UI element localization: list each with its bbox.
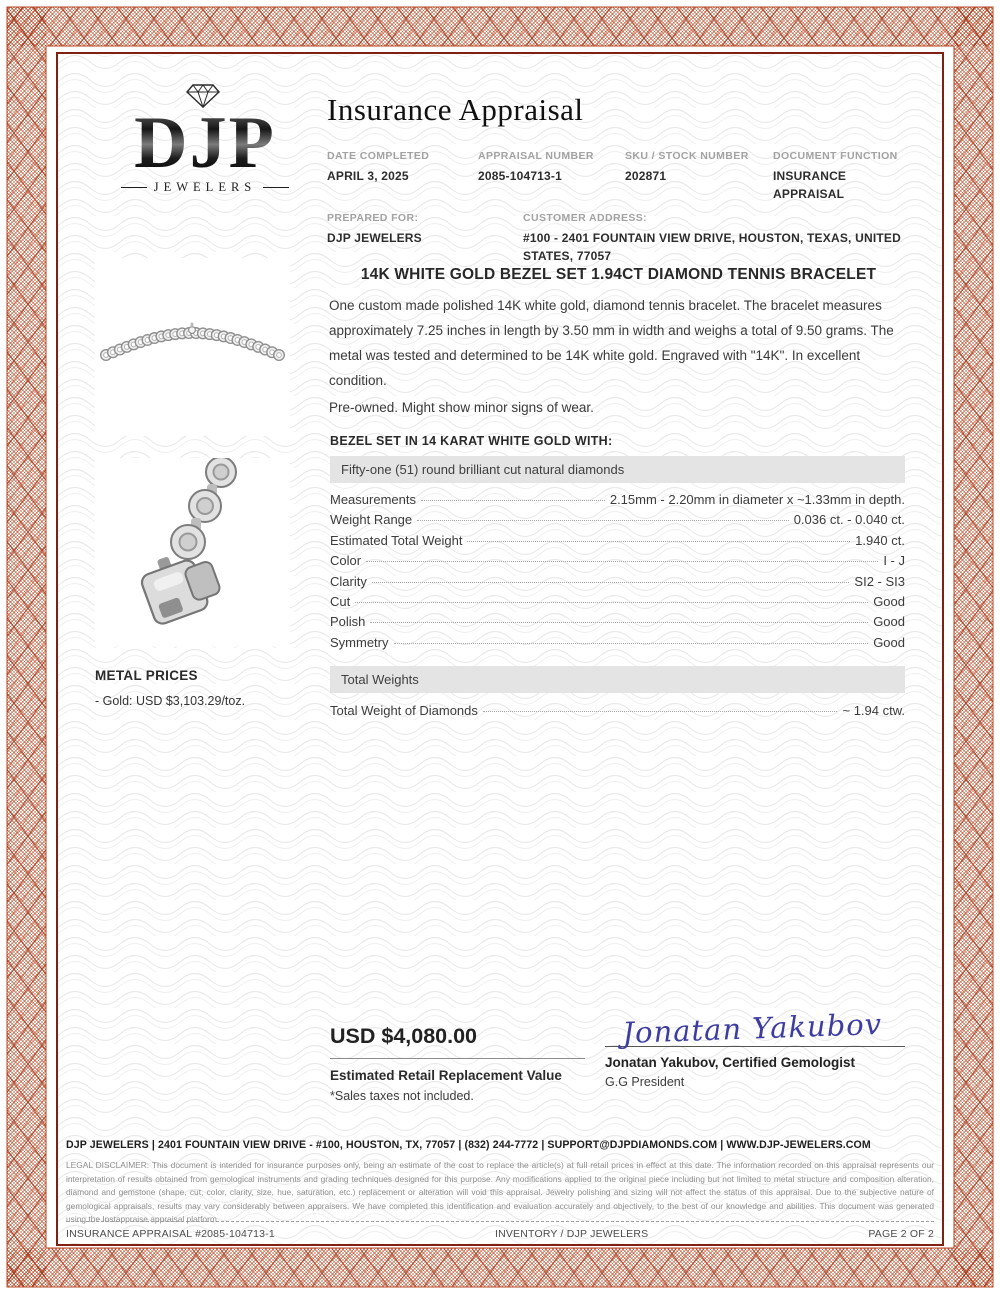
footer-status-bar: [66, 1221, 934, 1240]
spec-row-estimated-total-weight: [330, 533, 905, 548]
spec-label: Weight Range: [330, 512, 413, 528]
stones-section-heading: BEZEL SET IN 14 KARAT WHITE GOLD WITH:: [330, 434, 613, 448]
spec-label: Measurements: [330, 492, 416, 507]
brand-subtitle-text: JEWELERS: [153, 180, 257, 195]
spec-label: Symmetry: [330, 634, 389, 650]
clasp-detail-photo: [95, 458, 290, 646]
footer-contact-line: DJP JEWELERS | 2401 FOUNTAIN VIEW DRIVE - #100, HOUSTON, TX, 77057 | (832) 244-7772 | SUPPORT@DJPDIAMONDS.COM | WWW.DJP-JEWELERS.COM: [66, 1139, 871, 1151]
signatory-name: Jonatan Yakubov, Certified Gemologist: [605, 1055, 856, 1070]
appraised-value: USD $4,080.00: [330, 1024, 478, 1048]
dotted-leader: [417, 520, 789, 521]
brand-name: DJP: [96, 108, 314, 178]
metal-price-gold: - Gold: USD $3,103.29/toz.: [95, 694, 246, 708]
valuation-divider: [330, 1058, 585, 1059]
meta-field-sku: [625, 150, 773, 203]
spec-row-measurements: [330, 492, 905, 507]
valuation-note: *Sales taxes not included.: [330, 1089, 474, 1103]
spec-label: Cut: [330, 593, 351, 609]
footer: [66, 1139, 934, 1227]
spec-row-symmetry: [330, 635, 905, 650]
dotted-leader: [483, 711, 838, 712]
brand-logo: [96, 84, 314, 195]
spec-value: Good: [873, 593, 905, 609]
meta-field-date: [327, 150, 478, 203]
signature-script: Jonatan Yakubov: [621, 1006, 883, 1050]
metal-prices-section: [95, 668, 320, 708]
meta-label: APPRAISAL NUMBER: [478, 150, 594, 162]
bracelet-photo: [95, 258, 290, 436]
spec-label: Polish: [330, 614, 366, 630]
footer-page-number: PAGE 2 OF 2: [868, 1228, 934, 1240]
dotted-leader: [370, 622, 868, 623]
right-dash: [263, 187, 289, 188]
signature-block: [605, 1006, 905, 1089]
meta-label: SKU / STOCK NUMBER: [625, 150, 749, 162]
meta-label: DOCUMENT FUNCTION: [773, 150, 898, 162]
footer-doc-ref: INSURANCE APPRAISAL #2085-104713-1: [66, 1228, 275, 1240]
dotted-leader: [394, 643, 869, 644]
dotted-leader: [366, 561, 878, 562]
spec-value: 2.15mm - 2.20mm in diameter x ~1.33mm in depth.: [609, 492, 905, 507]
prepared-for-label: PREPARED FOR:: [327, 212, 419, 224]
spec-value: SI2 - SI3: [854, 573, 905, 589]
spec-value: I - J: [883, 553, 905, 569]
total-weight-value: ~ 1.94 ctw.: [842, 703, 905, 718]
valuation-label: Estimated Retail Replacement Value: [330, 1068, 562, 1083]
total-weight-label: Total Weight of Diamonds: [330, 703, 478, 718]
meta-value: INSURANCE APPRAISAL: [773, 169, 847, 201]
customer-address-label: CUSTOMER ADDRESS:: [523, 212, 648, 224]
clasp-illustration: [95, 458, 290, 646]
spec-row-polish: [330, 614, 905, 629]
document-title: Insurance Appraisal: [327, 92, 584, 127]
spec-label: Color: [330, 553, 362, 569]
left-dash: [121, 187, 147, 188]
legal-disclaimer: LEGAL DISCLAIMER: This document is intended for insurance purposes only, being an estimate of the cost to replace the article(s) at full retail prices in effect at this date. The information recorded on this appraisal represents our interpretation of results obtained from gemological instruments and grading techniques designed for this purpose. Any modifications applied to the original piece including but not limited to metal structure and composition alteration, diamond and gemstone (shape, cut, color, clarity, size, hue, saturation, etc.) replacement or alteration will void this appraisal. Jewelry polishing and sizing will not affect the status of this appraisal. Due to the subjective nature of gemological appraisals, results may vary considerably between appraisers. We have completed this identification and evaluation accurately and objectively, to the best of our knowledge and abilities. This document was generated using the Instappraise appraisal platform.: [66, 1160, 934, 1225]
spec-label: Clarity: [330, 573, 367, 589]
meta-field-function: [773, 150, 917, 203]
total-weights-bar: Total Weights: [330, 666, 905, 693]
spec-row-weight-range: [330, 512, 905, 527]
total-weights-table: [330, 703, 905, 723]
footer-inventory: INVENTORY / DJP JEWELERS: [494, 1228, 649, 1240]
brand-subtitle: [96, 180, 314, 195]
signatory-title: G.G President: [605, 1075, 685, 1089]
dotted-leader: [372, 582, 850, 583]
prepared-for-row: [327, 212, 917, 265]
meta-value: 202871: [625, 169, 667, 183]
spec-value: Good: [873, 614, 905, 630]
dotted-leader: [355, 602, 868, 603]
spec-value: Good: [873, 634, 905, 650]
prepared-for-field: [327, 212, 523, 265]
spec-value: 0.036 ct. - 0.040 ct.: [793, 512, 905, 528]
meta-fields-row: [327, 150, 917, 203]
spec-value: 1.940 ct.: [855, 532, 905, 548]
dotted-leader: [421, 500, 605, 501]
prepared-for-value: DJP JEWELERS: [327, 231, 422, 245]
condition-note: Pre-owned. Might show minor signs of wear.: [329, 400, 594, 415]
meta-value: 2085-104713-1: [478, 169, 563, 183]
meta-field-appraisal-number: [478, 150, 625, 203]
bracelet-illustration: [95, 258, 290, 436]
valuation-block: [330, 1024, 585, 1103]
spec-label: Estimated Total Weight: [330, 532, 463, 548]
meta-value: APRIL 3, 2025: [327, 169, 409, 183]
customer-address-value: #100 - 2401 FOUNTAIN VIEW DRIVE, HOUSTON, TEXAS, UNITED STATES, 77057: [523, 231, 901, 263]
customer-address-field: [523, 212, 917, 265]
total-weight-row: [330, 703, 905, 718]
meta-label: DATE COMPLETED: [327, 150, 430, 162]
item-title: 14K WHITE GOLD BEZEL SET 1.94CT DIAMOND TENNIS BRACELET: [360, 266, 877, 283]
diamond-specs-table: [330, 492, 905, 655]
stones-subheading-bar: Fifty-one (51) round brilliant cut natural diamonds: [330, 456, 905, 483]
dotted-leader: [467, 541, 850, 542]
spec-row-color: [330, 553, 905, 568]
spec-row-cut: [330, 594, 905, 609]
metal-prices-heading: METAL PRICES: [95, 668, 198, 683]
item-description: One custom made polished 14K white gold, diamond tennis bracelet. The bracelet measures approximately 7.25 inches in length by 3.50 mm in width and weighs a total of 9.50 grams. The metal was tested and determined to be 14K white gold. Engraved with "14K". In excellent condition.: [329, 298, 894, 388]
spec-row-clarity: [330, 574, 905, 589]
